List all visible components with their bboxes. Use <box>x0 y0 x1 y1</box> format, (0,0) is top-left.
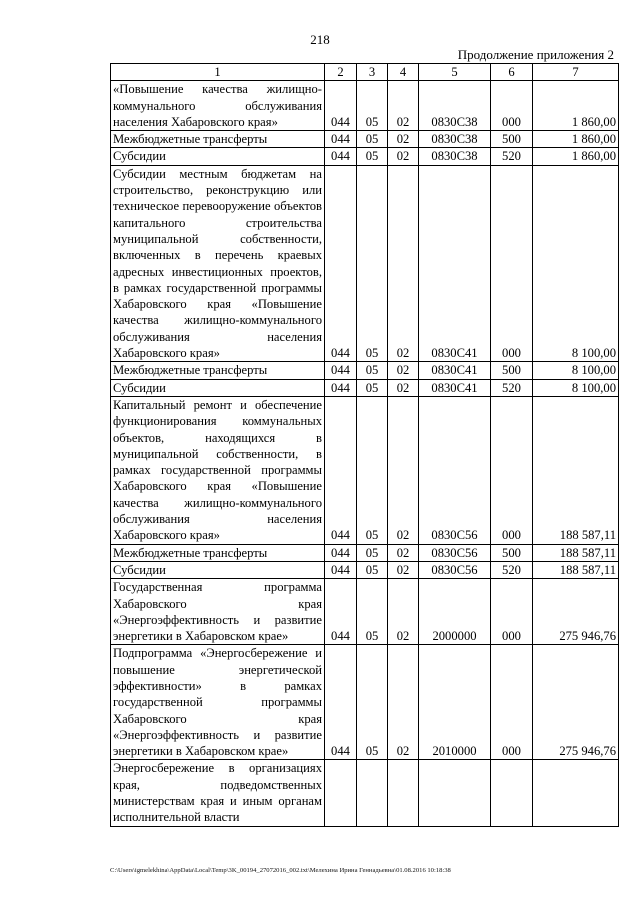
header-cell: 7 <box>533 64 619 81</box>
ministry-code: 044 <box>325 396 357 544</box>
target-code: 2010000 <box>419 645 491 760</box>
table-row <box>111 645 619 760</box>
budget-table <box>110 63 619 827</box>
section-code: 05 <box>357 165 388 362</box>
subsection-code: 02 <box>388 148 419 165</box>
table-row <box>111 579 619 645</box>
row-name: Межбюджетные трансферты <box>111 131 325 148</box>
header-cell: 4 <box>388 64 419 81</box>
row-name: Субсидии <box>111 379 325 396</box>
expense-type-code: 000 <box>491 579 533 645</box>
row-name: Субсидии <box>111 148 325 165</box>
expense-type-code: 520 <box>491 561 533 578</box>
row-name: Капитальный ремонт и обеспечение функционирования коммунальных объектов, находящихся в муниципальной собственности, в рамках государственной программы Хабаровского края «Повышение качества жилищно-коммунального обслуживания населения Хабаровского края» <box>111 396 325 544</box>
continuation-label: Продолжение приложения 2 <box>457 47 614 62</box>
section-code <box>357 760 388 826</box>
subsection-code: 02 <box>388 379 419 396</box>
section-code: 05 <box>357 362 388 379</box>
row-name: Межбюджетные трансферты <box>111 362 325 379</box>
subsection-code <box>388 760 419 826</box>
subsection-code: 02 <box>388 165 419 362</box>
header-cell: 3 <box>357 64 388 81</box>
target-code: 0830С56 <box>419 561 491 578</box>
expense-type-code: 000 <box>491 396 533 544</box>
target-code: 0830С38 <box>419 148 491 165</box>
row-name: Субсидии местным бюджетам на строительство, реконструкцию или техническое перевооружение объектов капитального строительства муниципальной собственности, включенных в перечень краевых адресных инвестиционных проектов, в рамках государственной программы Хабаровского края «Повышение качества жилищно-коммунального обслуживания населения Хабаровского края» <box>111 165 325 362</box>
footer-file-path: C:\Users\igmelekhina\AppData\Local\Temp\3K_00194_27072016_002.txt\Мелехина Ирина Геннадьевна\01.08.2016 10:18:38 <box>110 867 451 874</box>
subsection-code: 02 <box>388 81 419 131</box>
amount: 1 860,00 <box>533 131 619 148</box>
subsection-code: 02 <box>388 645 419 760</box>
table-row <box>111 131 619 148</box>
ministry-code: 044 <box>325 379 357 396</box>
amount: 8 100,00 <box>533 362 619 379</box>
expense-type-code: 520 <box>491 148 533 165</box>
table-row <box>111 81 619 131</box>
subsection-code: 02 <box>388 544 419 561</box>
expense-type-code: 500 <box>491 131 533 148</box>
table-row <box>111 165 619 362</box>
expense-type-code: 000 <box>491 165 533 362</box>
row-name: Субсидии <box>111 561 325 578</box>
subsection-code: 02 <box>388 131 419 148</box>
ministry-code: 044 <box>325 165 357 362</box>
target-code: 0830С56 <box>419 396 491 544</box>
section-code: 05 <box>357 148 388 165</box>
header-cell: 2 <box>325 64 357 81</box>
expense-type-code: 000 <box>491 645 533 760</box>
header-cell: 1 <box>111 64 325 81</box>
ministry-code <box>325 760 357 826</box>
section-code: 05 <box>357 396 388 544</box>
amount: 8 100,00 <box>533 165 619 362</box>
expense-type-code: 500 <box>491 544 533 561</box>
target-code <box>419 760 491 826</box>
target-code: 0830С38 <box>419 81 491 131</box>
row-name: Подпрограмма «Энергосбережение и повышение энергетической эффективности» в рамках государственной программы Хабаровского края «Энергоэффективность и развитие энергетики в Хабаровском крае» <box>111 645 325 760</box>
table-row <box>111 544 619 561</box>
subsection-code: 02 <box>388 579 419 645</box>
ministry-code: 044 <box>325 362 357 379</box>
target-code: 0830С38 <box>419 131 491 148</box>
target-code: 0830С41 <box>419 165 491 362</box>
section-code: 05 <box>357 579 388 645</box>
target-code: 2000000 <box>419 579 491 645</box>
ministry-code: 044 <box>325 131 357 148</box>
amount <box>533 760 619 826</box>
section-code: 05 <box>357 645 388 760</box>
ministry-code: 044 <box>325 579 357 645</box>
header-cell: 6 <box>491 64 533 81</box>
amount: 275 946,76 <box>533 645 619 760</box>
amount: 275 946,76 <box>533 579 619 645</box>
amount: 188 587,11 <box>533 544 619 561</box>
amount: 188 587,11 <box>533 396 619 544</box>
section-code: 05 <box>357 561 388 578</box>
target-code: 0830С56 <box>419 544 491 561</box>
section-code: 05 <box>357 379 388 396</box>
ministry-code: 044 <box>325 561 357 578</box>
row-name: Межбюджетные трансферты <box>111 544 325 561</box>
target-code: 0830С41 <box>419 362 491 379</box>
section-code: 05 <box>357 544 388 561</box>
amount: 188 587,11 <box>533 561 619 578</box>
section-code: 05 <box>357 131 388 148</box>
expense-type-code: 520 <box>491 379 533 396</box>
table-row <box>111 362 619 379</box>
subsection-code: 02 <box>388 396 419 544</box>
ministry-code: 044 <box>325 81 357 131</box>
amount: 8 100,00 <box>533 379 619 396</box>
table-row <box>111 396 619 544</box>
header-row <box>111 64 619 81</box>
subsection-code: 02 <box>388 362 419 379</box>
header-cell: 5 <box>419 64 491 81</box>
amount: 1 860,00 <box>533 81 619 131</box>
table-row <box>111 379 619 396</box>
ministry-code: 044 <box>325 645 357 760</box>
expense-type-code: 000 <box>491 81 533 131</box>
section-code: 05 <box>357 81 388 131</box>
amount: 1 860,00 <box>533 148 619 165</box>
target-code: 0830С41 <box>419 379 491 396</box>
ministry-code: 044 <box>325 148 357 165</box>
expense-type-code: 500 <box>491 362 533 379</box>
row-name: Энергосбережение в организациях края, подведомственных министерствам края и иным органам исполнительной власти <box>111 760 325 826</box>
row-name: Государственная программа Хабаровского края «Энергоэффективность и развитие энергетики в Хабаровском крае» <box>111 579 325 645</box>
subsection-code: 02 <box>388 561 419 578</box>
table-row <box>111 561 619 578</box>
table-row <box>111 148 619 165</box>
page-number: 218 <box>310 32 330 47</box>
expense-type-code <box>491 760 533 826</box>
table-row <box>111 760 619 826</box>
ministry-code: 044 <box>325 544 357 561</box>
row-name: «Повышение качества жилищно-коммунального обслуживания населения Хабаровского края» <box>111 81 325 131</box>
